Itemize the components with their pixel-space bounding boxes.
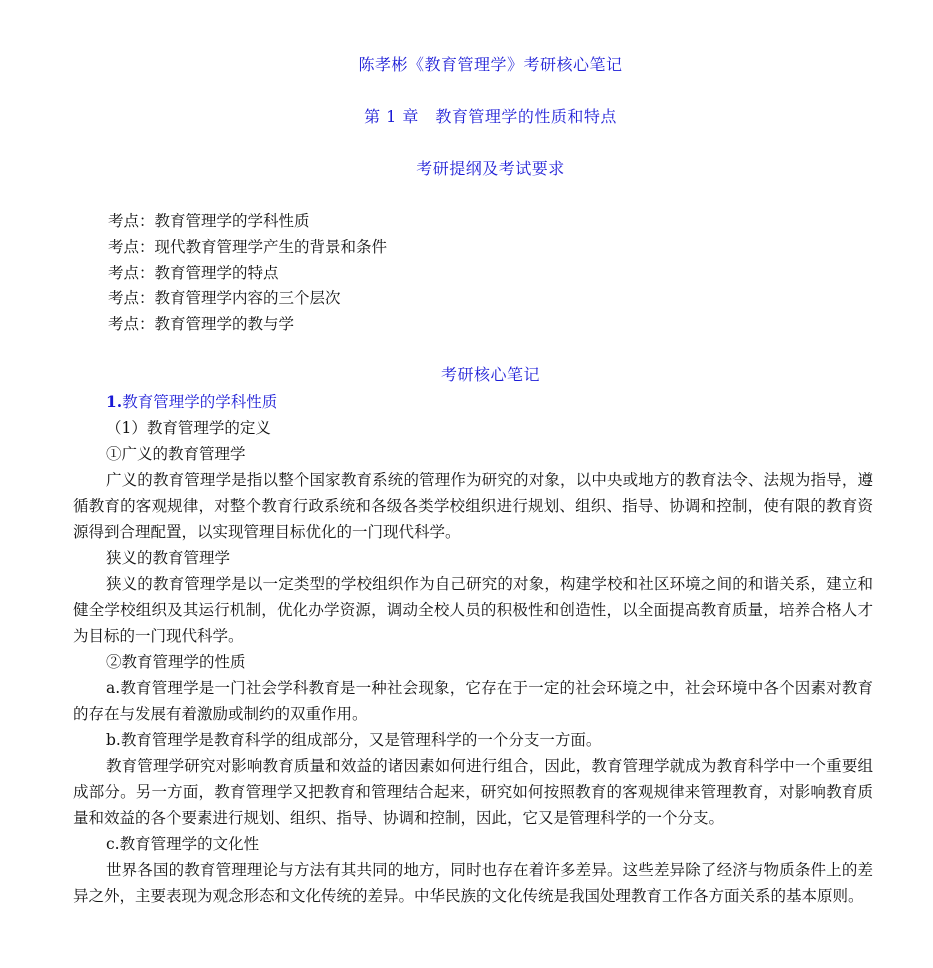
exam-point: 考点：教育管理学的学科性质 bbox=[108, 212, 310, 230]
subsection-heading: （1）教育管理学的定义 bbox=[106, 419, 271, 437]
nature-b-heading: b.教育管理学是教育科学的组成部分，又是管理科学的一个分支一方面。 bbox=[106, 731, 602, 749]
section-number: 1. bbox=[106, 392, 123, 411]
document-title: 陈孝彬《教育管理学》考研核心笔记 bbox=[358, 55, 623, 74]
outline-heading: 考研提纲及考试要求 bbox=[416, 159, 565, 178]
section-title: 教育管理学的学科性质 bbox=[122, 393, 278, 411]
chapter-title: 第 1 章 教育管理学的性质和特点 bbox=[364, 107, 617, 126]
nature-heading: ②教育管理学的性质 bbox=[106, 653, 246, 671]
exam-point: 考点：教育管理学的特点 bbox=[108, 263, 279, 282]
exam-point: 考点：教育管理学内容的三个层次 bbox=[108, 289, 341, 308]
narrow-definition-heading: 狭义的教育管理学 bbox=[106, 549, 231, 567]
nature-c-heading: c.教育管理学的文化性 bbox=[106, 835, 260, 853]
narrow-definition-text: 狭义的教育管理学是以一定类型的学校组织作为自己研究的对象，构建学校和社区环境之间的和谐关系，建立和健全学校组织及其运行机制，优化办学资源，调动全校人员的积极性和创造性，以全面提高教育质量，培养合格人才为目标的一门现代科学。 bbox=[73, 575, 873, 645]
notes-heading: 考研核心笔记 bbox=[440, 365, 540, 384]
nature-c-text: 世界各国的教育管理理论与方法有其共同的地方，同时也存在着许多差异。这些差异除了经济与物质条件上的差异之外，主要表现为观念形态和文化传统的差异。中华民族的文化传统是我国处理教育工作各方面关系的基本原则。 bbox=[73, 861, 873, 905]
exam-point: 考点：教育管理学的教与学 bbox=[108, 315, 295, 334]
broad-definition-heading: ①广义的教育管理学 bbox=[106, 445, 246, 463]
nature-a-text: a.教育管理学是一门社会学科教育是一种社会现象，它存在于一定的社会环境之中，社会环境中各个因素对教育的存在与发展有着激励或制约的双重作用。 bbox=[73, 679, 873, 723]
exam-point: 考点：现代教育管理学产生的背景和条件 bbox=[108, 237, 388, 256]
section-heading bbox=[73, 389, 873, 415]
notes-body bbox=[73, 389, 873, 909]
broad-definition-text: 广义的教育管理学是指以整个国家教育系统的管理作为研究的对象，以中央或地方的教育法令、法规为指导，遵循教育的客观规律，对整个教育行政系统和各级各类学校组织进行规划、组织、指导、协调和控制，使有限的教育资源得到合理配置，以实现管理目标优化的一门现代科学。 bbox=[73, 471, 873, 541]
nature-b-text: 教育管理学研究对影响教育质量和效益的诸因素如何进行组合，因此，教育管理学就成为教育科学中一个重要组成部分。另一方面，教育管理学又把教育和管理结合起来，研究如何按照教育的客观规律来管理教育，对影响教育质量和效益的各个要素进行规划、组织、指导、协调和控制，因此，它又是管理科学的一个分支。 bbox=[73, 757, 873, 827]
exam-points-list bbox=[108, 209, 868, 338]
